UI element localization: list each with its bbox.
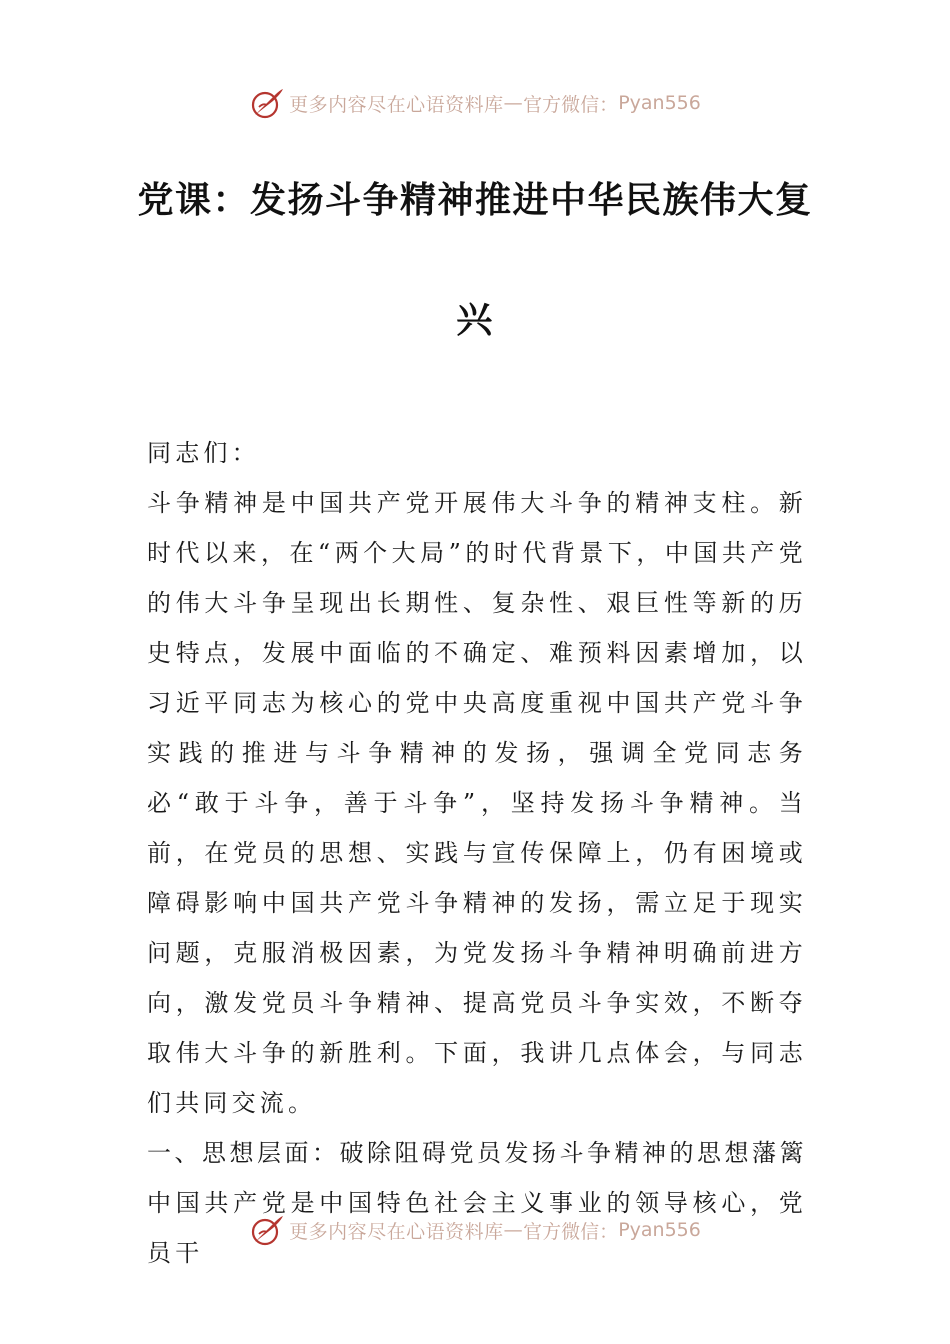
document-title-line-2: 兴 [456, 300, 494, 341]
watermark-text: 更多内容尽在心语资料库 [289, 1220, 504, 1243]
watermark-text: 更多内容尽在心语资料库 [289, 93, 504, 116]
wechat-id: Pyan556 [618, 1219, 701, 1241]
wechat-label: 官方微信： [523, 1220, 619, 1243]
body-paragraph: 斗争精神是中国共产党开展伟大斗争的精神支柱。新时代以来，在“两个大局”的时代背景下，中国共产党的伟大斗争呈现出长期性、复杂性、艰巨性等新的历史特点，发展中面临的不确定、难预料因素增加，以习近平同志为核心的党中央高度重视中国共产党斗争实践的推进与斗争精神的发扬，强调全党同志务必“敢于斗争，善于斗争”，坚持发扬斗争精神。当前，在党员的思想、实践与宣传保障上，仍有困境或障碍影响中国共产党斗争精神的发扬，需立足于现实问题，克服消极因素，为党发扬斗争精神明确前进方向，激发党员斗争精神、提高党员斗争实效，不断夺取伟大斗争的新胜利。下面，我讲几点体会，与同志们共同交流。 [147, 489, 807, 1117]
section-paragraph: 中国共产党是中国特色社会主义事业的领导核心，党员干 [147, 1189, 807, 1267]
watermark-separator: — [503, 1219, 524, 1241]
section-heading: 一、思想层面：破除阻碍党员发扬斗争精神的思想藩篱 [147, 1139, 807, 1167]
watermark-banner-bottom [0, 1210, 950, 1250]
wechat-label: 官方微信： [523, 93, 619, 116]
quill-logo-icon [249, 1212, 285, 1248]
wechat-id: Pyan556 [618, 92, 701, 114]
watermark-banner-top [0, 83, 950, 123]
quill-logo-icon [249, 85, 285, 121]
document-title-line-1: 党课：发扬斗争精神推进中华民族伟大复 [137, 180, 813, 221]
watermark-separator: — [503, 92, 524, 114]
greeting: 同志们： [147, 439, 260, 467]
document-body [147, 428, 807, 1278]
